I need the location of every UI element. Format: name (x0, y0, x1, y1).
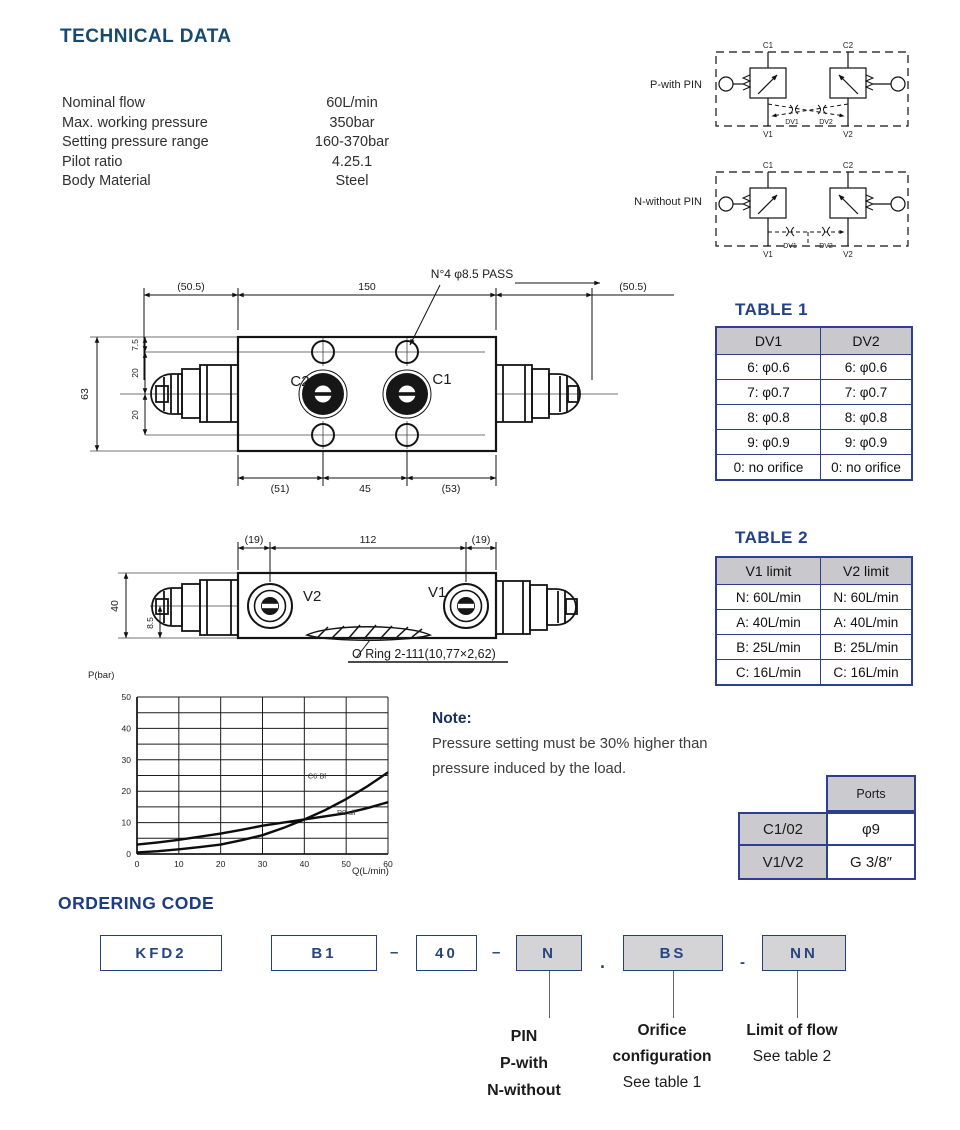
order-box-flow: NN (762, 935, 846, 971)
dim-label: 150 (358, 281, 376, 293)
dim-label: (50.5) (619, 281, 647, 293)
table1-col1-header: DV1 (716, 327, 821, 355)
spec-value: Steel (335, 173, 369, 189)
hole-note: N°4 φ8.5 PASS (430, 267, 514, 281)
dim-label: 20 (130, 410, 140, 420)
port-label: C2 (842, 41, 854, 50)
table2-col1-header: V1 limit (716, 557, 821, 585)
spec-row (62, 173, 442, 193)
dim-label: 8.5 (145, 617, 155, 629)
port-label: V2 (843, 250, 853, 259)
connector-line (549, 971, 550, 1018)
svg-text:30: 30 (121, 754, 131, 765)
table1-heading: TABLE 1 (735, 300, 809, 319)
left-cartridge (151, 365, 238, 422)
port-v2-label: V2 (303, 588, 322, 605)
table1-cell: 7: φ0.7 (821, 380, 913, 405)
table1-cell: 0: no orifice (821, 455, 913, 481)
spec-list (62, 95, 442, 193)
right-cartridge (496, 581, 577, 634)
spec-row (62, 115, 442, 135)
svg-text:30: 30 (257, 859, 268, 869)
port-label: V1 (763, 250, 773, 259)
table1-cell: 0: no orifice (716, 455, 821, 481)
table1-cell: 9: φ0.9 (716, 430, 821, 455)
left-cartridge (152, 580, 238, 635)
chart-series-label: P0 sil (336, 807, 356, 817)
svg-text:20: 20 (121, 786, 131, 797)
dim-label: 63 (79, 388, 91, 400)
svg-text:0: 0 (126, 849, 131, 859)
orifice-annotation: Orifice configuration See table 1 (612, 1022, 712, 1091)
pressure-flow-chart (103, 685, 403, 877)
note-text: Pressure setting must be 30% higher than pressure induced by the load. (432, 736, 708, 777)
table2-cell: B: 25L/min (716, 635, 821, 660)
ports-table-row-label: V1/V2 (738, 844, 828, 880)
ports-table (738, 775, 918, 881)
table2-cell: B: 25L/min (821, 635, 913, 660)
table2-cell: C: 16L/min (821, 660, 913, 686)
spec-label: Setting pressure range (62, 134, 209, 150)
order-box-body: B1 (271, 935, 377, 971)
orifice-label: DV1 (785, 119, 799, 126)
table1 (715, 326, 913, 481)
spec-value: 160-370bar (314, 134, 390, 150)
table2-cell: N: 60L/min (821, 585, 913, 610)
svg-text:10: 10 (174, 859, 184, 869)
valve-side-view-drawing (60, 530, 690, 700)
hydraulic-schematic-with-pin (706, 38, 918, 142)
table1-cell: 8: φ0.8 (821, 405, 913, 430)
dim-label: 40 (109, 600, 121, 612)
ports-table-header: Ports (826, 775, 916, 812)
chart-series-label: C6 Bl (307, 771, 327, 781)
port-c1-label: C1 (432, 371, 452, 388)
dim-label: (51) (270, 483, 290, 495)
table2 (715, 556, 913, 686)
order-separator: . (600, 952, 606, 972)
port-label: C1 (762, 41, 774, 50)
ports-table-row-value: G 3/8″ (826, 844, 916, 880)
table2-cell: C: 16L/min (716, 660, 821, 686)
flow-annotation: Limit of flow See table 2 (746, 1022, 838, 1065)
svg-text:50: 50 (121, 692, 131, 702)
table1-cell: 9: φ0.9 (821, 430, 913, 455)
chart-x-axis-label: Q(L/min) (352, 866, 389, 877)
order-separator: – (390, 944, 399, 961)
port-v1-label: V1 (428, 584, 447, 601)
note-block (432, 710, 752, 782)
schematic-with-pin-label: P-with PIN (650, 79, 702, 91)
spec-value: 60L/min (326, 95, 378, 111)
svg-text:20: 20 (215, 859, 226, 869)
table2-cell: A: 40L/min (716, 610, 821, 635)
table1-cell: 8: φ0.8 (716, 405, 821, 430)
order-separator: – (492, 944, 501, 961)
table2-heading: TABLE 2 (735, 528, 809, 547)
order-box-size: 40 (416, 935, 477, 971)
spec-label: Max. working pressure (62, 114, 208, 131)
port-c2-label: C2 (290, 373, 310, 390)
schematic-without-pin-label: N-without PIN (634, 196, 702, 208)
port-c1 (383, 370, 431, 418)
connector-line (673, 971, 674, 1018)
ports-table-row-label: C1/02 (738, 812, 828, 846)
dim-label: (19) (244, 534, 264, 546)
port-label: V1 (763, 130, 773, 139)
port-v2 (248, 584, 292, 628)
svg-text:60: 60 (383, 859, 393, 869)
technical-data-heading: TECHNICAL DATA (60, 26, 232, 47)
spec-value: 4.25.1 (331, 153, 373, 170)
spec-label: Nominal flow (62, 95, 145, 111)
table1-col2-header: DV2 (821, 327, 913, 355)
valve-top-view-drawing (60, 260, 690, 520)
order-box-model: KFD2 (100, 935, 222, 971)
spec-label: Pilot ratio (62, 153, 123, 170)
order-box-pin: N (516, 935, 582, 971)
svg-text:40: 40 (299, 859, 310, 869)
table1-cell: 6: φ0.6 (821, 355, 913, 380)
spec-row (62, 154, 442, 174)
pin-annotation: PIN P-with N-without (487, 1028, 561, 1099)
dim-label: 7.5 (130, 339, 140, 351)
dim-label: 112 (359, 534, 377, 546)
dim-label: (50.5) (177, 281, 205, 293)
spec-row (62, 95, 442, 115)
hydraulic-schematic-without-pin (706, 158, 918, 262)
orifice-label: DV2 (819, 243, 833, 250)
svg-text:10: 10 (121, 817, 131, 828)
svg-text:50: 50 (341, 859, 351, 869)
port-label: V2 (843, 130, 853, 139)
port-v1 (444, 584, 488, 628)
port-label: C1 (762, 161, 774, 170)
port-label: C2 (842, 161, 854, 170)
table2-cell: A: 40L/min (821, 610, 913, 635)
table2-col2-header: V2 limit (821, 557, 913, 585)
dim-label: (53) (441, 483, 461, 495)
table1-cell: 7: φ0.7 (716, 380, 821, 405)
svg-text:0: 0 (134, 859, 140, 869)
ports-table-row-value: φ9 (826, 812, 916, 846)
dim-label: (19) (471, 534, 491, 546)
dim-label: 45 (359, 483, 371, 495)
connector-line (797, 971, 798, 1018)
spec-value: 350bar (329, 114, 375, 131)
note-heading: Note: (432, 710, 472, 727)
right-cartridge (496, 365, 580, 422)
table1-cell: 6: φ0.6 (716, 355, 821, 380)
dim-label: 20 (130, 368, 140, 378)
orifice-label: DV1 (783, 243, 797, 250)
spec-label: Body Material (62, 173, 151, 189)
chart-y-axis-label: P(bar) (88, 670, 115, 681)
spec-row (62, 134, 442, 154)
o-ring-note: O Ring 2-111(10,77×2,62) (352, 647, 496, 661)
svg-text:40: 40 (121, 723, 131, 734)
order-box-orifice: BS (623, 935, 723, 971)
ordering-code-heading: ORDERING CODE (58, 893, 215, 913)
table2-cell: N: 60L/min (716, 585, 821, 610)
order-separator: - (740, 954, 745, 971)
orifice-label: DV2 (819, 119, 833, 126)
